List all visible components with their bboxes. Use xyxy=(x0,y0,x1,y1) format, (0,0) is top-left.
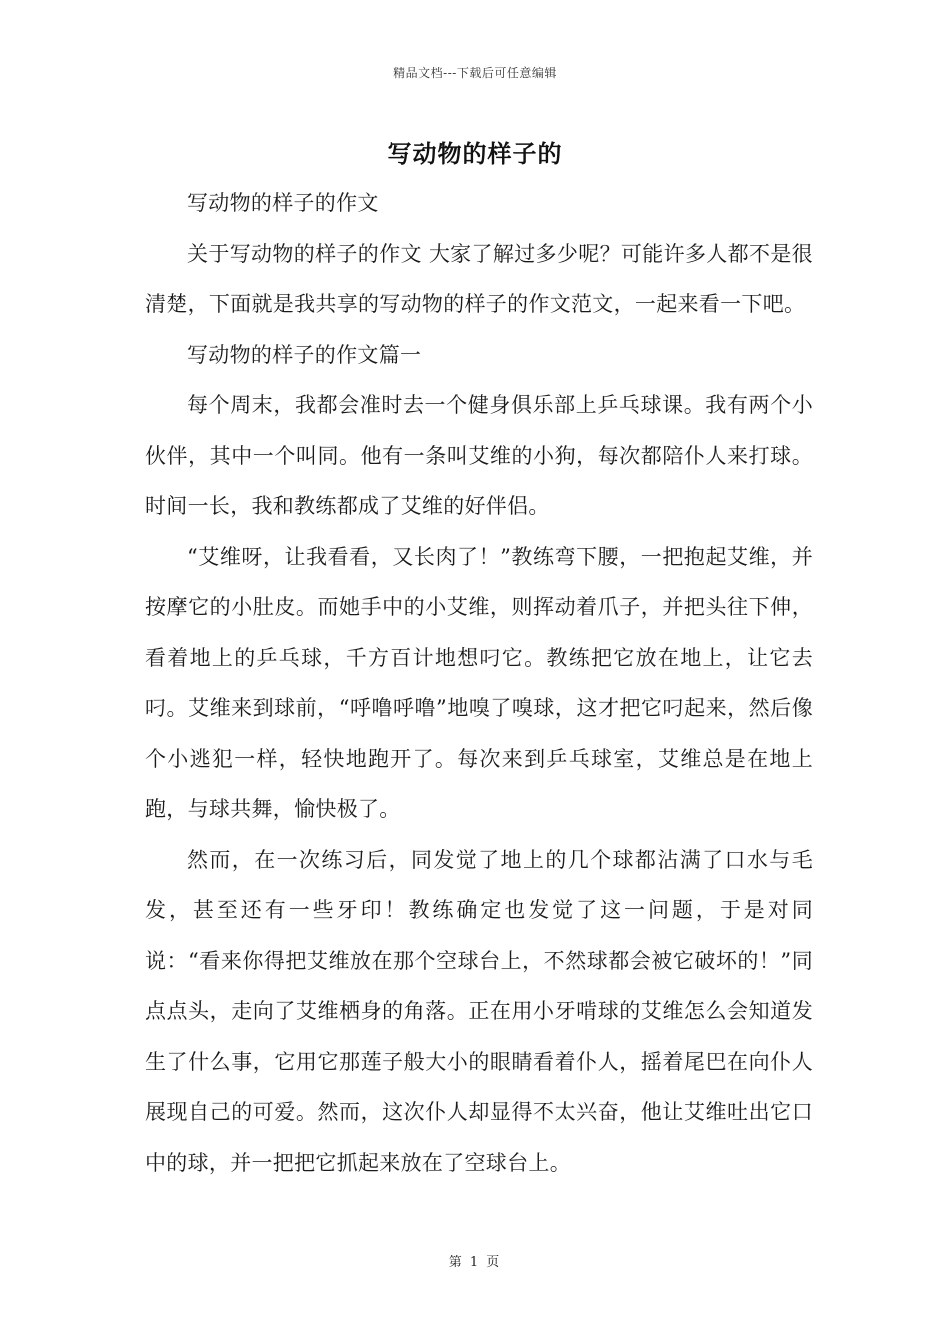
paragraph-subtitle: 写动物的样子的作文 xyxy=(187,191,379,215)
paragraph-intro: 关于写动物的样子的作文 大家了解过多少呢？可能许多人都不是很清楚，下面就是我共享的写动物的样子的作文范文，一起来看一下吧。 xyxy=(145,241,813,316)
document-body xyxy=(145,178,813,1188)
paragraph-body-3: 然而，在一次练习后，同发觉了地上的几个球都沾满了口水与毛发，甚至还有一些牙印！教练确定也发觉了这一问题，于是对同说：“看来你得把艾维放在那个空球台上，不然球都会被它破坏的！”同点点头，走向了艾维栖身的角落。正在用小牙啃球的艾维怎么会知道发生了什么事，它用它那莲子般大小的眼睛看着仆人，摇着尾巴在向仆人展现自己的可爱。然而，这次仆人却显得不太兴奋，他让艾维吐出它口中的球，并一把把它抓起来放在了空球台上。 xyxy=(145,847,813,1175)
paragraph-body-2: “艾维呀，让我看看，又长肉了！”教练弯下腰，一把抱起艾维，并按摩它的小肚皮。而她手中的小艾维，则挥动着爪子，并把头往下伸，看着地上的乒乓球，千方百计地想叼它。教练把它放在地上，让它去叼。艾维来到球前，“呼噜呼噜”地嗅了嗅球，这才把它叼起来，然后像个小逃犯一样，轻快地跑开了。每次来到乒乓球室，艾维总是在地上跑，与球共舞，愉快极了。 xyxy=(145,544,813,821)
paragraph-body-1: 每个周末，我都会准时去一个健身俱乐部上乒乓球课。我有两个小伙伴，其中一个叫同。他有一条叫艾维的小狗，每次都陪仆人来打球。时间一长，我和教练都成了艾维的好伴侣。 xyxy=(145,393,813,518)
document-title: 写动物的样子的 xyxy=(387,139,563,168)
paragraph-section-heading: 写动物的样子的作文篇一 xyxy=(187,342,422,367)
page-header-note: 精品文档---下载后可任意编辑 xyxy=(393,66,557,80)
page-number: 第 1 页 xyxy=(448,1255,502,1270)
